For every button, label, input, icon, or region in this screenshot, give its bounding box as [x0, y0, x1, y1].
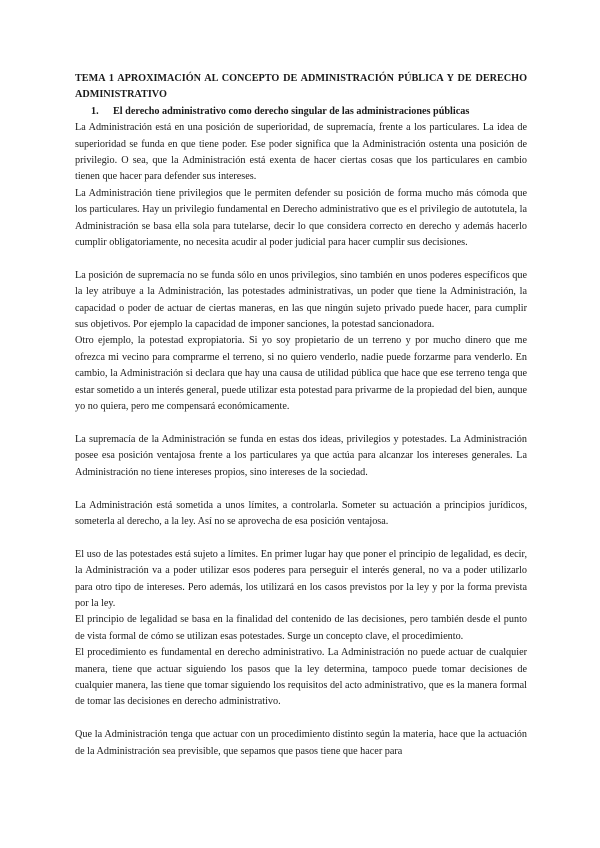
section-number: 1.	[91, 105, 99, 117]
paragraph: La Administración está en una posición de superioridad, de supremacía, frente a los particulares. La idea de superioridad se funda en que tiene poder. Ese poder significa que la Administración ostenta una posición de privilegio. O sea, que la Administración está exenta de hacer ciertas cosas que los particulares en cambio tienen que hacer para defender sus intereses.	[75, 122, 527, 183]
paragraph: El procedimiento es fundamental en derecho administrativo. La Administración no puede actuar de cualquier manera, tiene que actuar siguiendo los pasos que la ley determina, tampoco puede tomar decisiones de cualquier manera, las tiene que tomar siguiendo los requisitos del acto administrativo, que es la manera formal de tomar las decisiones en derecho administrativo.	[75, 647, 527, 708]
paragraph: Otro ejemplo, la potestad expropiatoria. Si yo soy propietario de un terreno y por mucho dinero que me ofrezca mi vecino para comprarme el terreno, si no quiero venderlo, nadie puede forzarme para venderlo. En cambio, la Administración si declara que hay una causa de utilidad pública que hace que ese terreno tenga que estar sometido a un interés general, puede utilizar esta potestad para privarme de la propiedad del bien, aunque yo no quiera, pero me compensará económicamente.	[75, 335, 527, 413]
section-title: El derecho administrativo como derecho singular de las administraciones públicas	[113, 105, 470, 117]
paragraph-gap	[75, 251, 527, 267]
paragraph-gap	[75, 416, 527, 432]
paragraph: La Administración tiene privilegios que le permiten defender su posición de forma mucho más cómoda que los particulares. Hay un privilegio fundamental en Derecho administrativo que es el privilegio de autotutela, la Administración se basa ella sola para tutelarse, decir lo que considera correcto en derecho y además hacerlo cumplir obligatoriamente, no necesita acudir al poder judicial para hacer cumplir sus decisiones.	[75, 187, 527, 249]
document-body	[75, 71, 527, 760]
paragraph: Que la Administración tenga que actuar con un procedimiento distinto según la materia, hace que la actuación de la Administración sea previsible, que sepamos que pasos tiene que hacer para	[75, 729, 527, 757]
paragraph: La Administración está sometida a unos límites, a controlarla. Someter su actuación a principios jurídicos, someterla al derecho, a la ley. Así no se aprovecha de esa posición ventajosa.	[75, 499, 527, 527]
paragraph: La posición de supremacía no se funda sólo en unos privilegios, sino también en unos poderes específicos que la ley atribuye a la Administración, las potestades administrativas, un poder que tiene la Administración, la capacidad o poder de actuar de ciertas maneras, en las que ningún sujeto privado puede hacer, para cumplir sus objetivos. Por ejemplo la capacidad de imponer sanciones, la potestad sancionadora.	[75, 269, 527, 331]
paragraph: La supremacía de la Administración se funda en estas dos ideas, privilegios y potestades. La Administración posee esa posición ventajosa frente a los particulares ya que actúa para alcanzar los intereses generales. La Administración no tiene intereses propios, sino intereses de la sociedad.	[75, 433, 527, 478]
paragraph-gap	[75, 711, 527, 727]
page-title: TEMA 1 APROXIMACIÓN AL CONCEPTO DE ADMINISTRACIÓN PÚBLICA Y DE DERECHO ADMINISTRATIVO	[75, 73, 527, 101]
paragraph-gap	[75, 481, 527, 497]
paragraph: El uso de las potestades está sujeto a límites. En primer lugar hay que poner el principio de legalidad, es decir, la Administración va a poder utilizar esos poderes para perseguir el interés general, no va a poder utilizarlo para otro tipo de intereses. Pero además, los utilizará en los casos previstos por la ley y por la forma prevista por la ley.	[75, 548, 527, 609]
paragraph-gap	[75, 530, 527, 546]
paragraph: El principio de legalidad se basa en la finalidad del contenido de las decisiones, pero también desde el punto de vista formal de cómo se utilizan esas potestades. Surge un concepto clave, el procedimiento.	[75, 614, 527, 642]
section-heading	[75, 104, 527, 120]
